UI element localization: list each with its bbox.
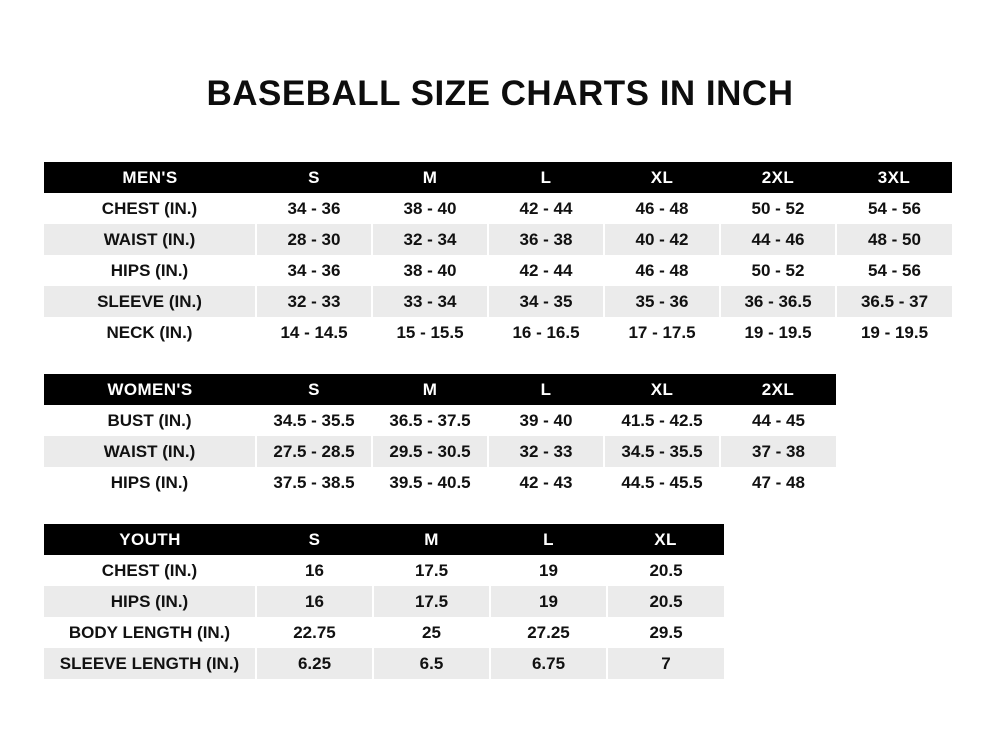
mens-table-body — [44, 193, 952, 348]
mens-header-m: M — [372, 162, 488, 193]
womens-header-category: WOMEN'S — [44, 374, 256, 405]
row-label: SLEEVE LENGTH (IN.) — [44, 648, 256, 679]
table-header-row — [44, 162, 952, 193]
cell: 27.5 - 28.5 — [256, 436, 372, 467]
youth-header-xl: XL — [607, 524, 724, 555]
cell: 15 - 15.5 — [372, 317, 488, 348]
mens-size-table — [44, 162, 952, 348]
table-row — [44, 436, 836, 467]
cell: 27.25 — [490, 617, 607, 648]
row-label: HIPS (IN.) — [44, 467, 256, 498]
row-label: BODY LENGTH (IN.) — [44, 617, 256, 648]
womens-table-header — [44, 374, 836, 405]
row-label: HIPS (IN.) — [44, 255, 256, 286]
table-row — [44, 405, 836, 436]
womens-table-body — [44, 405, 836, 498]
table-row — [44, 193, 952, 224]
cell: 34.5 - 35.5 — [256, 405, 372, 436]
cell: 39 - 40 — [488, 405, 604, 436]
cell: 46 - 48 — [604, 255, 720, 286]
cell: 19 - 19.5 — [720, 317, 836, 348]
youth-size-table — [44, 524, 724, 679]
mens-header-3xl: 3XL — [836, 162, 952, 193]
page-title: BASEBALL SIZE CHARTS IN INCH — [206, 74, 794, 113]
mens-header-l: L — [488, 162, 604, 193]
table-row — [44, 586, 724, 617]
youth-header-m: M — [373, 524, 490, 555]
cell: 37 - 38 — [720, 436, 836, 467]
mens-table-header — [44, 162, 952, 193]
cell: 29.5 - 30.5 — [372, 436, 488, 467]
cell: 42 - 44 — [488, 193, 604, 224]
row-label: BUST (IN.) — [44, 405, 256, 436]
cell: 39.5 - 40.5 — [372, 467, 488, 498]
table-row — [44, 317, 952, 348]
row-label: NECK (IN.) — [44, 317, 256, 348]
mens-header-s: S — [256, 162, 372, 193]
womens-header-l: L — [488, 374, 604, 405]
table-header-row — [44, 524, 724, 555]
cell: 17 - 17.5 — [604, 317, 720, 348]
cell: 25 — [373, 617, 490, 648]
cell: 42 - 44 — [488, 255, 604, 286]
cell: 38 - 40 — [372, 255, 488, 286]
cell: 29.5 — [607, 617, 724, 648]
cell: 42 - 43 — [488, 467, 604, 498]
cell: 44 - 46 — [720, 224, 836, 255]
cell: 7 — [607, 648, 724, 679]
cell: 36.5 - 37 — [836, 286, 952, 317]
cell: 33 - 34 — [372, 286, 488, 317]
cell: 20.5 — [607, 555, 724, 586]
cell: 34 - 35 — [488, 286, 604, 317]
cell: 20.5 — [607, 586, 724, 617]
table-row — [44, 617, 724, 648]
cell: 6.25 — [256, 648, 373, 679]
cell: 40 - 42 — [604, 224, 720, 255]
womens-header-2xl: 2XL — [720, 374, 836, 405]
cell: 32 - 33 — [488, 436, 604, 467]
cell: 16 - 16.5 — [488, 317, 604, 348]
table-row — [44, 648, 724, 679]
youth-header-category: YOUTH — [44, 524, 256, 555]
youth-header-l: L — [490, 524, 607, 555]
row-label: WAIST (IN.) — [44, 224, 256, 255]
cell: 38 - 40 — [372, 193, 488, 224]
cell: 19 — [490, 586, 607, 617]
cell: 16 — [256, 586, 373, 617]
cell: 6.5 — [373, 648, 490, 679]
cell: 36 - 38 — [488, 224, 604, 255]
cell: 36 - 36.5 — [720, 286, 836, 317]
cell: 46 - 48 — [604, 193, 720, 224]
youth-table-body — [44, 555, 724, 679]
mens-header-xl: XL — [604, 162, 720, 193]
cell: 6.75 — [490, 648, 607, 679]
youth-header-s: S — [256, 524, 373, 555]
cell: 32 - 33 — [256, 286, 372, 317]
cell: 17.5 — [373, 555, 490, 586]
cell: 48 - 50 — [836, 224, 952, 255]
row-label: WAIST (IN.) — [44, 436, 256, 467]
row-label: CHEST (IN.) — [44, 193, 256, 224]
cell: 22.75 — [256, 617, 373, 648]
youth-table-header — [44, 524, 724, 555]
row-label: HIPS (IN.) — [44, 586, 256, 617]
womens-size-table — [44, 374, 836, 498]
cell: 17.5 — [373, 586, 490, 617]
cell: 35 - 36 — [604, 286, 720, 317]
cell: 44 - 45 — [720, 405, 836, 436]
cell: 47 - 48 — [720, 467, 836, 498]
cell: 34 - 36 — [256, 193, 372, 224]
table-header-row — [44, 374, 836, 405]
cell: 44.5 - 45.5 — [604, 467, 720, 498]
mens-header-category: MEN'S — [44, 162, 256, 193]
cell: 34.5 - 35.5 — [604, 436, 720, 467]
cell: 14 - 14.5 — [256, 317, 372, 348]
row-label: SLEEVE (IN.) — [44, 286, 256, 317]
table-row — [44, 255, 952, 286]
table-row — [44, 467, 836, 498]
table-row — [44, 555, 724, 586]
cell: 19 - 19.5 — [836, 317, 952, 348]
cell: 19 — [490, 555, 607, 586]
size-tables-container — [0, 162, 1000, 679]
womens-header-m: M — [372, 374, 488, 405]
womens-header-xl: XL — [604, 374, 720, 405]
cell: 54 - 56 — [836, 193, 952, 224]
cell: 50 - 52 — [720, 255, 836, 286]
table-row — [44, 224, 952, 255]
cell: 28 - 30 — [256, 224, 372, 255]
mens-header-2xl: 2XL — [720, 162, 836, 193]
cell: 32 - 34 — [372, 224, 488, 255]
womens-header-s: S — [256, 374, 372, 405]
cell: 36.5 - 37.5 — [372, 405, 488, 436]
cell: 34 - 36 — [256, 255, 372, 286]
cell: 16 — [256, 555, 373, 586]
cell: 37.5 - 38.5 — [256, 467, 372, 498]
cell: 54 - 56 — [836, 255, 952, 286]
cell: 50 - 52 — [720, 193, 836, 224]
row-label: CHEST (IN.) — [44, 555, 256, 586]
cell: 41.5 - 42.5 — [604, 405, 720, 436]
table-row — [44, 286, 952, 317]
